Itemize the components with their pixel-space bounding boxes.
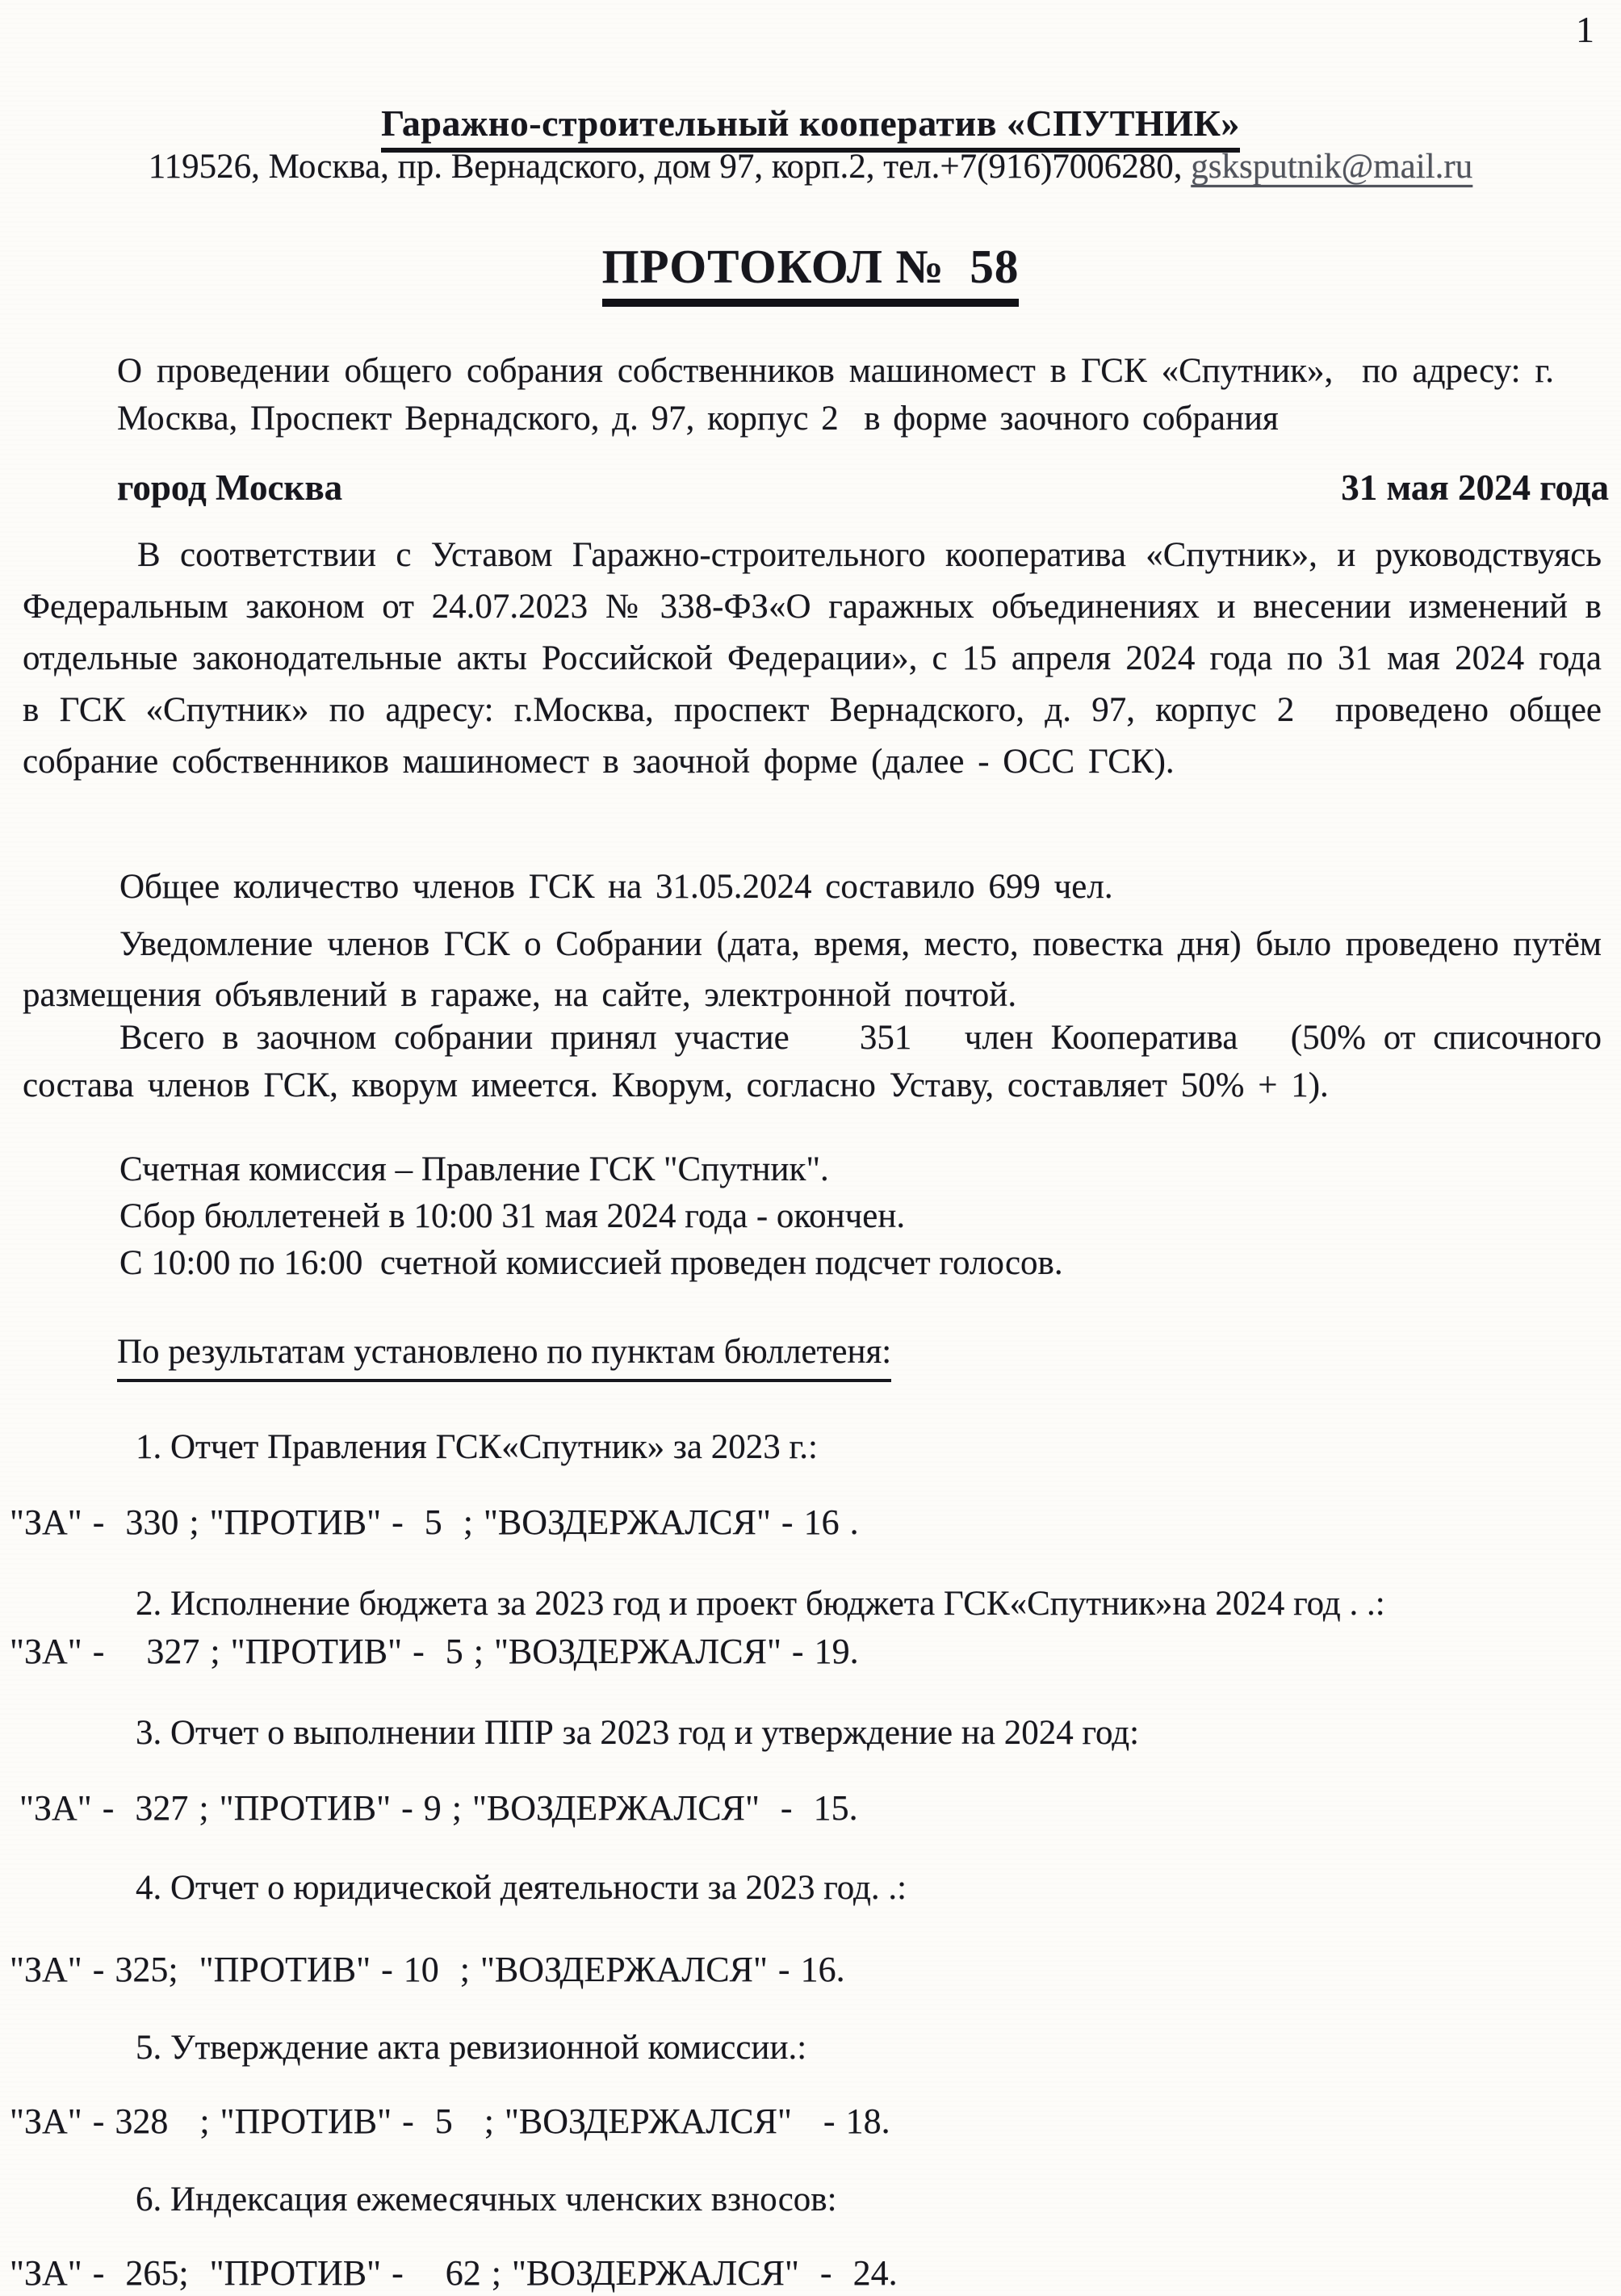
- vote-result-3: "ЗА" - 327 ; "ПРОТИВ" - 9 ; "ВОЗДЕРЖАЛСЯ" - 15.: [19, 1788, 858, 1828]
- paragraph-members-count: Общее количество членов ГСК на 31.05.2024 составило 699 чел.: [119, 868, 1113, 906]
- paragraph-counting-commission: Счетная комиссия – Правление ГСК "Спутник".: [119, 1150, 829, 1188]
- agenda-item-2: 2. Исполнение бюджета за 2023 год и проект бюджета ГСК«Спутник»на 2024 год . .:: [136, 1585, 1385, 1623]
- paragraph-quorum: Всего в заочном собрании принял участие 351 член Кооператива (50% от списочного состава членов ГСК, кворум имеется. Кворум, согласно Уставу, составляет 50% + 1).: [23, 1019, 1602, 1104]
- agenda-item-4: 4. Отчет о юридической деятельности за 2023 год. .:: [136, 1869, 907, 1907]
- agenda-item-6: 6. Индексация ежемесячных членских взносов:: [136, 2181, 837, 2218]
- agenda-item-5: 5. Утверждение акта ревизионной комиссии.:: [136, 2029, 807, 2067]
- vote-result-1: "ЗА" - 330 ; "ПРОТИВ" - 5 ; "ВОЗДЕРЖАЛСЯ" - 16 .: [10, 1502, 859, 1542]
- city-label: город Москва: [117, 467, 343, 508]
- org-title: [0, 102, 1621, 145]
- results-heading-text: По результатам установлено по пунктам бюллетеня:: [117, 1333, 891, 1382]
- vote-result-6: "ЗА" - 265; "ПРОТИВ" - 62 ; "ВОЗДЕРЖАЛСЯ" - 24.: [10, 2253, 898, 2293]
- page-number: 1: [1576, 9, 1594, 50]
- org-address-text: 119526, Москва, пр. Вернадского, дом 97, корп.2, тел.+7(916)7006280,: [148, 148, 1192, 186]
- agenda-item-1: 1. Отчет Правления ГСК«Спутник» за 2023 г.:: [136, 1428, 818, 1466]
- protocol-title-text: ПРОТОКОЛ № 58: [602, 240, 1020, 307]
- meta-row: [117, 467, 1609, 509]
- vote-result-5: "ЗА" - 328 ; "ПРОТИВ" - 5 ; "ВОЗДЕРЖАЛСЯ" - 18.: [10, 2101, 890, 2141]
- date-label: 31 мая 2024 года: [1341, 467, 1609, 508]
- protocol-title: [0, 239, 1621, 295]
- results-heading: [117, 1332, 891, 1372]
- org-address-line: [0, 147, 1621, 186]
- paragraph-ballot-collection: Сбор бюллетеней в 10:00 31 мая 2024 года - окончен.: [119, 1197, 906, 1235]
- protocol-subject: О проведении общего собрания собственников машиномест в ГСК «Спутник», по адресу: г. Москва, Проспект Вернадского, д. 97, корпус 2 в форме заочного собрания: [117, 352, 1554, 438]
- paragraph-legal-basis: В соответствии с Уставом Гаражно-строительного кооператива «Спутник», и руководствуясь Федеральным законом от 24.07.2023 № 338-ФЗ«О гаражных объединениях и внесении изменений в отдельные законодательные акты Российской Федерации», с 15 апреля 2024 года по 31 мая 2024 года в ГСК «Спутник» по адресу: г.Москва, проспект Вернадского, д. 97, корпус 2 проведено общее собрание собственников машиномест в заочной форме (далее - ОСС ГСК).: [23, 536, 1602, 781]
- vote-result-4: "ЗА" - 325; "ПРОТИВ" - 10 ; "ВОЗДЕРЖАЛСЯ" - 16.: [10, 1950, 845, 1989]
- paragraph-notification: Уведомление членов ГСК о Собрании (дата, время, место, повестка дня) было проведено путём размещения объявлений в гараже, на сайте, электронной почтой.: [23, 925, 1602, 1014]
- vote-result-2: "ЗА" - 327 ; "ПРОТИВ" - 5 ; "ВОЗДЕРЖАЛСЯ" - 19.: [10, 1632, 859, 1671]
- org-title-text: Гаражно-строительный кооператив «СПУТНИК»: [381, 103, 1240, 153]
- paragraph-vote-counting: С 10:00 по 16:00 счетной комиссией проведен подсчет голосов.: [119, 1244, 1063, 1282]
- org-email-link: gsksputnik@mail.ru: [1191, 148, 1473, 186]
- agenda-item-3: 3. Отчет о выполнении ППР за 2023 год и утверждение на 2024 год:: [136, 1714, 1140, 1752]
